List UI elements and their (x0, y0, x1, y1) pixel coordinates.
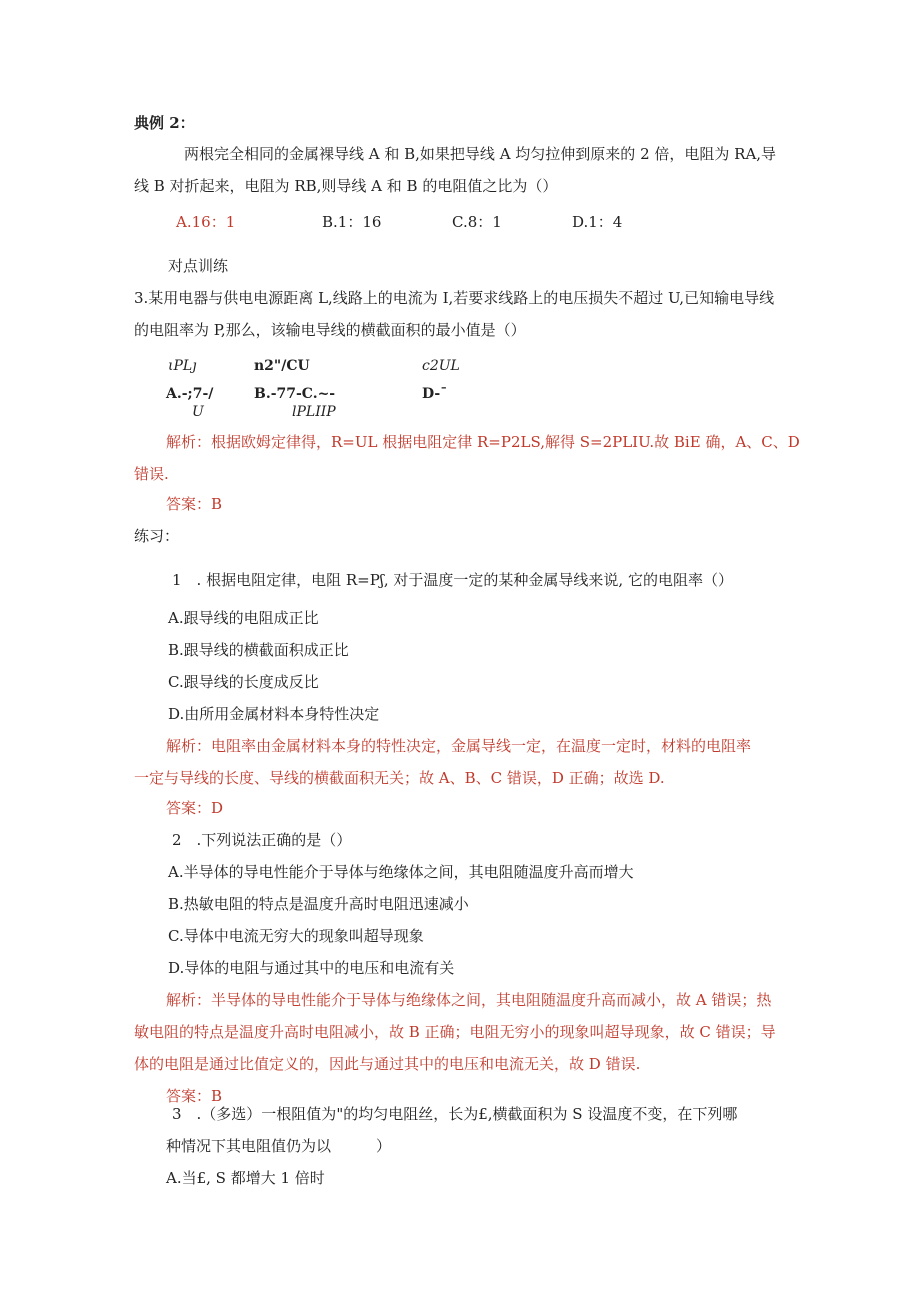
practice-q1-option-c: C.跟导线的长度成反比 (168, 673, 319, 691)
practice-q1-option-a: A.跟导线的电阻成正比 (168, 609, 319, 627)
formula-bot-a: U (192, 404, 204, 420)
example2-option-d: D.1：4 (572, 213, 623, 231)
training-analysis-line1: 解析：根据欧姆定律得，R=UL 根据电阻定律 R=P2LS,解得 S=2PLIU.故 BiE 确，A、C、D (166, 433, 800, 451)
example2-option-a: A.16：1 (176, 213, 236, 231)
formula-mid-d: D-ˉ (422, 386, 448, 402)
practice-q2-option-c: C.导体中电流无穷大的现象叫超导现象 (168, 927, 424, 945)
formula-mid-a: A.-;7-/ (166, 386, 214, 402)
practice-q1-stem: 1 . 根据电阻定律，电阻 R=Pʃ, 对于温度一定的某种金属导线来说, 它的电阻率（） (172, 571, 733, 589)
practice-q1-analysis-line2: 一定与导线的长度、导线的横截面积无关；故 A、B、C 错误，D 正确；故选 D. (134, 769, 665, 787)
training-analysis-line2: 错误. (134, 465, 169, 483)
example2-heading: 典例 2： (134, 114, 195, 132)
example2-stem-line1: 两根完全相同的金属裸导线 A 和 B,如果把导线 A 均匀拉伸到原来的 2 倍，电阻为 RA,导 (184, 145, 777, 163)
practice-q2-stem: 2 .下列说法正确的是（） (172, 831, 352, 849)
formula-top-a: ιPLȷ (168, 358, 197, 374)
formula-top-b: n2"/CU (254, 358, 310, 374)
practice-q2-answer: 答案：B (166, 1087, 223, 1105)
practice-q2-analysis-line2: 敏电阻的特点是温度升高时电阻减小，故 B 正确；电阻无穷小的现象叫超导现象，故 C 错误；导 (134, 1023, 776, 1041)
formula-mid-bc: B.-77-C.~- (254, 386, 336, 402)
training-q3-line1: 3.某用电器与供电电源距离 L,线路上的电流为 I,若要求线路上的电压损失不超过 U,已知输电导线 (134, 289, 775, 307)
practice-q2-analysis-line3: 体的电阻是通过比值定义的，因此与通过其中的电压和电流无关，故 D 错误. (134, 1055, 641, 1073)
example2-stem-line2: 线 B 对折起来，电阻为 RB,则导线 A 和 B 的电阻值之比为（） (134, 177, 558, 195)
practice-q1-option-b: B.跟导线的横截面积成正比 (168, 641, 349, 659)
training-heading: 对点训练 (168, 257, 229, 275)
example2-option-c: C.8：1 (452, 213, 502, 231)
practice-q2-option-d: D.导体的电阻与通过其中的电压和电流有关 (168, 959, 455, 977)
practice-q1-answer: 答案：D (166, 799, 224, 817)
formula-bot-c: lPLIIP (292, 404, 336, 420)
practice-q2-analysis-line1: 解析：半导体的导电性能介于导体与绝缘体之间，其电阻随温度升高而减小，故 A 错误；热 (166, 991, 772, 1009)
practice-q1-option-d: D.由所用金属材料本身特性决定 (168, 705, 380, 723)
practice-q2-option-b: B.热敏电阻的特点是温度升高时电阻迅速减小 (168, 895, 469, 913)
practice-q3-option-a: A.当£, S 都增大 1 倍时 (166, 1169, 325, 1187)
practice-q2-option-a: A.半导体的导电性能介于导体与绝缘体之间，其电阻随温度升高而增大 (168, 863, 634, 881)
example2-option-b: B.1：16 (322, 213, 382, 231)
practice-q3-stem-line2: 种情况下其电阻值仍为以 ） (166, 1137, 392, 1155)
training-answer: 答案：B (166, 495, 223, 513)
practice-q1-analysis-line1: 解析：电阻率由金属材料本身的特性决定，金属导线一定，在温度一定时，材料的电阻率 (166, 737, 752, 755)
formula-top-d: c2UL (422, 358, 460, 374)
practice-heading: 练习： (134, 527, 180, 545)
practice-q3-stem-line1: 3 .（多选）一根阻值为"的均匀电阻丝，长为£,横截面积为 S 设温度不变，在下列哪 (172, 1105, 738, 1123)
training-q3-line2: 的电阻率为 P,那么，该输电导线的横截面积的最小值是（） (134, 321, 526, 339)
